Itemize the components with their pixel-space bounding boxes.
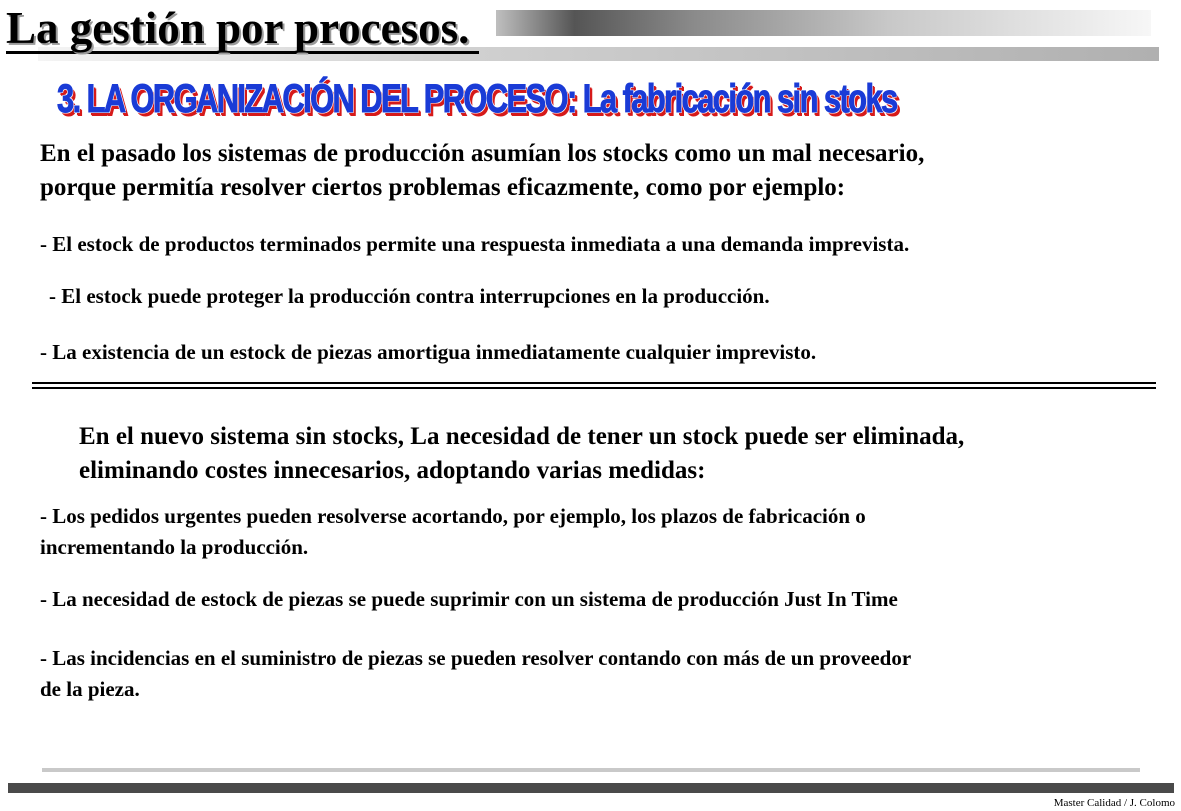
new-bullet-suppliers-line-2: de la pieza. — [40, 677, 140, 701]
new-bullet-just-in-time: - La necesidad de estock de piezas se puede suprimir con un sistema de producción Just In Time — [40, 587, 898, 611]
new-intro-line-2: eliminando costes innecesarios, adoptando varias medidas: — [79, 457, 706, 484]
past-bullet-finished-products: - El estock de productos terminados permite una respuesta inmediata a una demanda imprevista. — [40, 232, 910, 256]
past-bullet-protect-production: - El estock puede proteger la producción contra interrupciones en la producción. — [49, 284, 770, 308]
page-title: La gestión por procesos. — [6, 2, 479, 54]
past-intro-line-1: En el pasado los sistemas de producción asumían los stocks como un mal necesario, — [40, 140, 925, 167]
past-bullet-parts-stock: - La existencia de un estock de piezas amortigua inmediatamente cualquier imprevisto. — [40, 340, 817, 364]
bottom-gray-rule — [42, 768, 1140, 772]
past-intro-line-2: porque permitía resolver ciertos problemas eficazmente, como por ejemplo: — [40, 174, 846, 201]
new-bullet-urgent-orders-line-1: - Los pedidos urgentes pueden resolverse acortando, por ejemplo, los plazos de fabricación o — [40, 504, 866, 528]
double-rule-divider — [32, 382, 1156, 389]
new-intro-line-1: En el nuevo sistema sin stocks, La necesidad de tener un stock puede ser eliminada, — [79, 423, 965, 450]
footer-bar — [8, 783, 1174, 793]
header-gradient-bar — [496, 10, 1151, 36]
section-heading: 3. LA ORGANIZACIÓN DEL PROCESO: La fabricación sin stoks — [57, 77, 897, 121]
new-bullet-suppliers-line-1: - Las incidencias en el suministro de piezas se pueden resolver contando con más de un proveedor — [40, 646, 912, 670]
footer-credit: Master Calidad / J. Colomo — [1053, 797, 1175, 809]
new-bullet-urgent-orders-line-2: incrementando la producción. — [40, 535, 309, 559]
